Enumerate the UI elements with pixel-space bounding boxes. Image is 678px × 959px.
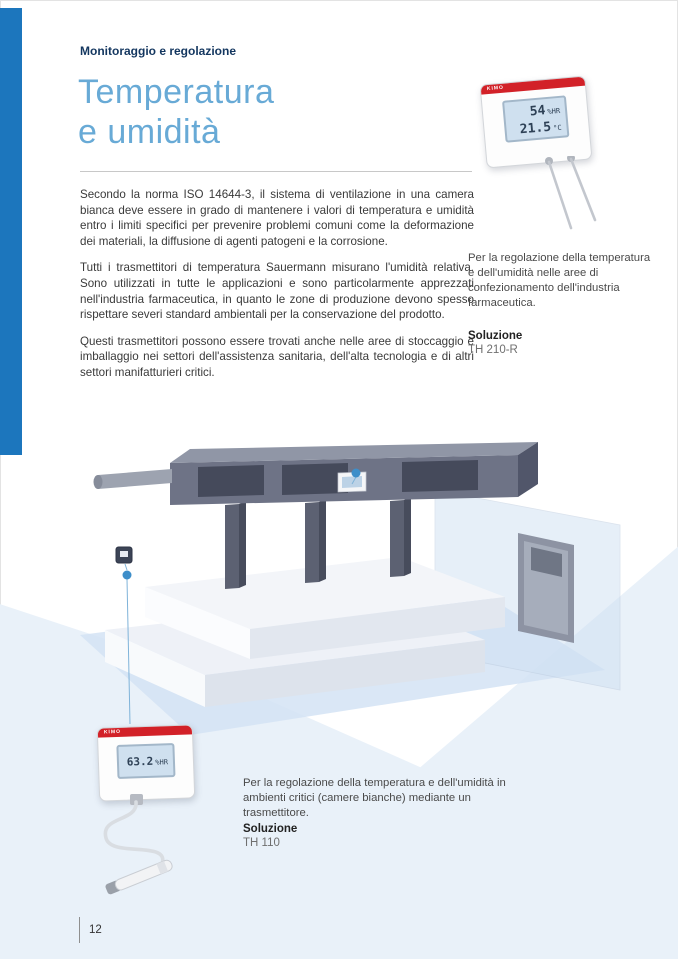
transmitter-housing: [480, 76, 593, 169]
intro-paragraph-3: Questi trasmettitori possono essere trovati anche nelle aree di stoccaggio e imballaggio nei settori dell'assistenza sanitaria, dell'alta tecnologia e di altri settori manifatturieri critici.: [80, 334, 474, 379]
transmitter-housing: [97, 724, 196, 801]
page-title-line2: e umidità: [78, 113, 221, 151]
leader-line-sensor: [125, 564, 127, 570]
solution-label: Soluzione: [243, 823, 298, 835]
page-title-line1: Temperatura: [78, 73, 275, 111]
section-eyebrow: Monitoraggio e regolazione: [80, 44, 237, 58]
cleanroom-illustration: [50, 435, 630, 765]
callout-dot-display: [352, 469, 361, 478]
humidity-unit: %HR: [547, 106, 561, 116]
brand-stripe: [481, 77, 585, 95]
product-photo-th210r: [483, 80, 633, 240]
brand-logo: KIMO: [103, 728, 122, 736]
temperature-unit: °C: [552, 123, 562, 133]
intro-text: [80, 187, 474, 392]
title-divider: [80, 171, 472, 172]
callout-dot-sensor: [123, 571, 132, 580]
solution-label: Soluzione: [468, 330, 523, 342]
probe-cable: [98, 794, 248, 896]
wall-sensor: [116, 547, 132, 563]
probe: [105, 859, 174, 895]
solution-block-th210r: [468, 330, 522, 356]
door: [518, 533, 574, 643]
probe-antennas: [483, 156, 633, 240]
humidity-value: 54: [529, 103, 547, 120]
page-number: 12: [79, 917, 102, 943]
lcd-display: [116, 743, 175, 779]
product-photo-th110: [98, 726, 248, 896]
temperature-value: 21.5: [519, 119, 552, 138]
solution-model: TH 210-R: [468, 344, 518, 356]
lcd-humidity-row: [123, 751, 169, 769]
intro-paragraph-1: Secondo la norma ISO 14644-3, il sistema di ventilazione in una camera bianca deve essere in grado di mantenere i valori di temperatura e umidità entro i limiti specifici per prevenire problemi comuni come la deformazione dei materiali, la diffusione di agenti patogeni e la corrosione.: [80, 188, 474, 248]
lcd-display: [502, 95, 569, 142]
solution-block-th110: [243, 823, 297, 849]
machine-arm: [94, 469, 173, 489]
brand-stripe: [98, 725, 192, 737]
left-accent-bar: [0, 8, 22, 455]
humidity-value: 63.2: [126, 754, 154, 769]
brand-logo: KIMO: [486, 84, 505, 93]
solution-caption-th210r: Per la regolazione della temperatura e dell'umidità nelle aree di confezionamento dell'industria farmaceutica.: [468, 252, 651, 309]
humidity-unit: %HR: [155, 758, 169, 767]
page-title: [78, 72, 274, 152]
solution-model: TH 110: [243, 837, 280, 849]
solution-caption-th110: Per la regolazione della temperatura e dell'umidità in ambienti critici (camere bianche) mediante un trasmettitore.: [243, 777, 506, 819]
lcd-temperature-row: [510, 117, 562, 138]
intro-paragraph-2: Tutti i trasmettitori di temperatura Sauermann misurano l'umidità relativa. Sono utilizzati in tutte le applicazioni e sono particolarmente apprezzati nell'industria farmaceutica, in quanto le zone di produzione devono spesso rispettare severi standard ambientali per la conservazione del prodotto.: [80, 261, 474, 322]
